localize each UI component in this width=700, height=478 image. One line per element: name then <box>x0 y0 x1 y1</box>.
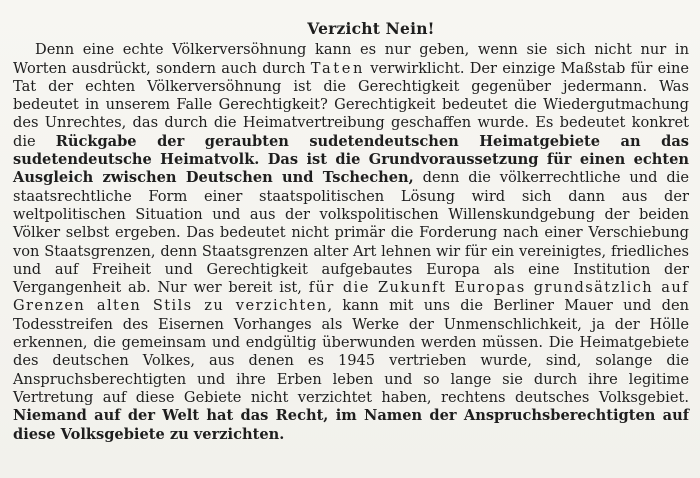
body-segment-bold: Rückgabe der geraubten sudetendeutschen Heimatgebiete an das sudetendeutsche Heimatvolk. Das ist die Grundvoraussetzung für einen echten Ausgleich zwischen Deutschen und Tschechen, <box>13 132 689 187</box>
article <box>13 20 689 444</box>
body-segment-emphasis: Taten <box>310 59 365 77</box>
body-segment-emphasis: für die Zukunft Europas grundsätzlich auf Grenzen alten Stils zu verzichten <box>13 279 690 315</box>
article-title: Verzicht Nein! <box>307 19 435 38</box>
body-segment-bold: Niemand auf der Welt hat das Recht, im Namen der Anspruchsberechtigten auf diese Volksgebiete zu verzichten. <box>13 407 689 443</box>
body-segment: , kann mit uns die Berliner Mauer und den Todesstreifen des Eisernen Vorhanges als Werke der Unmenschlichkeit, ja der Hölle erkennen, die gemeinsam und endgültig überwunden werden müssen. Die Heimatgebiete des deutschen Volkes, aus denen es 1945 vertrieben wurde, sind, solange die Anspruchsberechtigten und ihre Erben leben und so lange sie durch ihre legitime Vertretung auf diese Gebiete nicht verzichtet haben, rechtens deutsches Volksgebiet. <box>13 297 689 406</box>
body-segment: verwirklicht. Der einzige Maßstab für eine Tat der echten Völkerversöhnung ist die Gerechtigkeit gegenüber jedermann. Was bedeutet in unserem Falle Gerechtigkeit? Gerechtigkeit bedeutet die Wiedergutmachung des Unrechtes, das durch die Heimatvertreibung geschaffen wurde. Es bedeutet konkret die <box>13 59 689 150</box>
body-segment: Denn eine echte Völkerversöhnung kann es nur geben, wenn sie sich nicht nur in Worten ausdrückt, sondern auch durch <box>13 41 689 77</box>
article-body <box>13 41 689 444</box>
body-segment: denn die völkerrechtliche und die staatsrechtliche Form einer staatspolitischen Lösung wird sich dann aus der weltpolitischen Situation und aus der volkspolitischen Willenskundgebung der beiden Völker selbst ergeben. Das bedeutet nicht primär die Forderung nach einer Verschiebung von Staatsgrenzen, denn Staatsgrenzen alter Art lehnen wir für ein vereinigtes, friedliches und auf Freiheit und Gerechtigkeit aufgebautes Europa als eine Institution der Vergangenheit ab. Nur wer bereit ist, <box>13 169 689 297</box>
